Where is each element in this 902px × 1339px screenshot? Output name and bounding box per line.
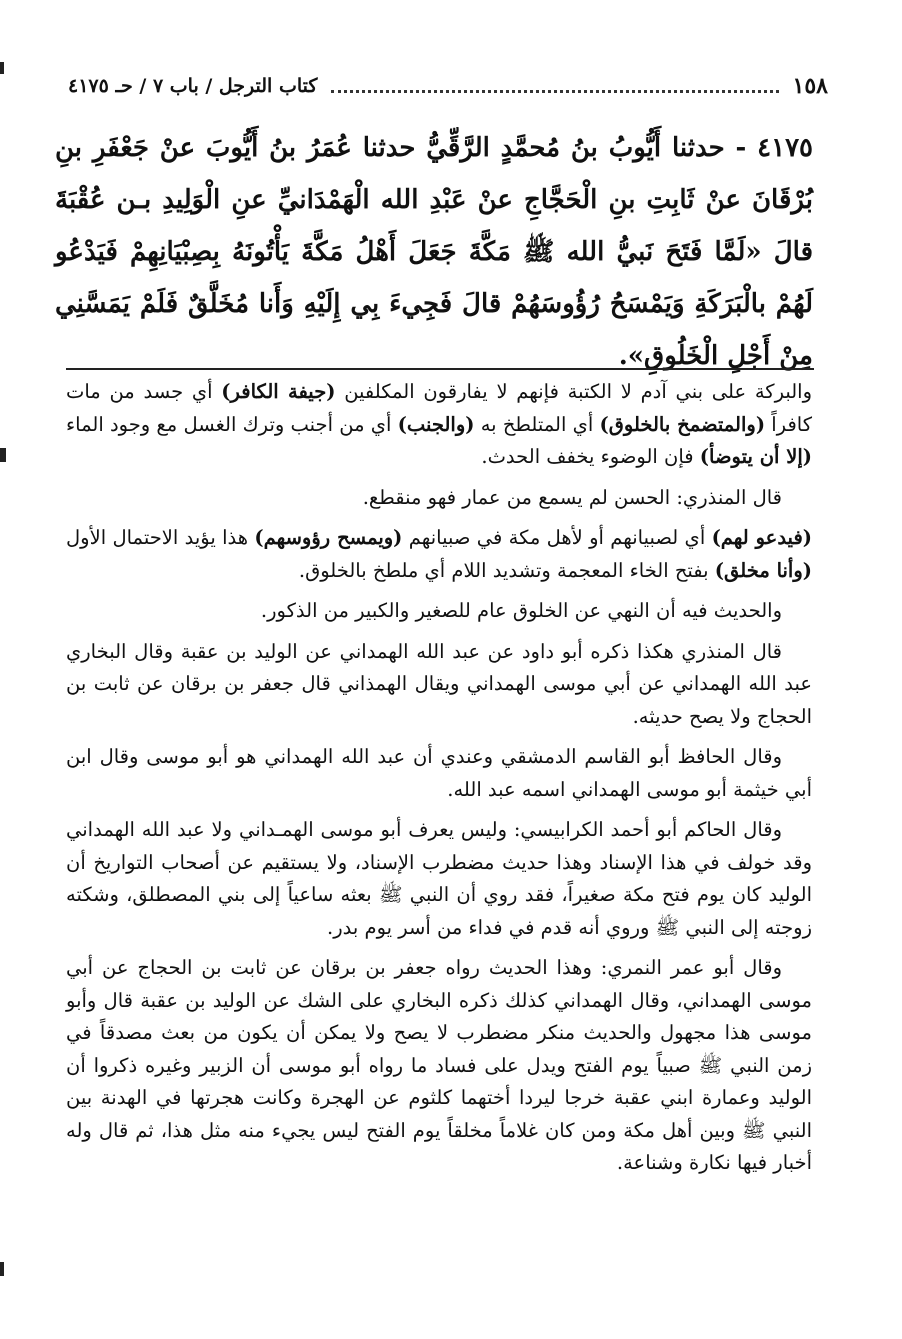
hadith-line-2: عنْ ثَابِتِ بنِ الْحَجَّاجِ عنْ عَبْدِ الله الْهَمْدَانيِّ عنِ الْوَلِيدِ بـن عُقْبَةَ قالَ «لَمَّا فَتَحَ نَبيُّ [55,185,813,267]
commentary-text: أي لصبيانهم أو لأهل مكة في صبيانهم [402,526,712,549]
hadith-number: ٤١٧٥ [757,133,813,163]
commentary-lemma: (فيدعو لهم) [711,526,812,549]
commentary-paragraph-6: وقال الحافظ أبو القاسم الدمشقي وعندي أن عبد الله الهمداني هو أبو موسى وقال ابن أبي خيثمة أبو موسى الهمداني اسمه عبد الله. [66,745,812,801]
edge-mark-left-top [0,62,4,74]
commentary-paragraph-2: قال المنذري: الحسن لم يسمع من عمار فهو منقطع. [362,485,782,509]
commentary-text: أي المتلطخ به [474,412,600,436]
commentary-lemma: (والجنب) [397,412,475,436]
edge-mark-left-mid [0,448,6,462]
commentary-lemma: (والمتضمخ بالخلوق) [599,412,766,436]
commentary-paragraph-4: والحديث فيه أن النهي عن الخلوق عام للصغير والكبير من الذكور. [260,599,782,622]
commentary-paragraph-1 [66,376,812,474]
page-number: ١٥٨ [792,73,828,99]
commentary-text: هذا يؤيد الاحتمال الأول [66,526,255,549]
hadith-text [55,122,813,382]
commentary-text: فإن الوضوء يخفف الحدث. [481,445,700,468]
commentary-lemma: (وأنا مخلق) [714,558,812,582]
commentary-text: بفتح الخاء المعجمة وتشديد اللام أي ملطخ بالخلوق. [298,558,715,582]
page-header [68,68,828,104]
running-title: كتاب الترجل / باب ٧ / حـ ٤١٧٥ [68,75,318,97]
commentary-paragraph-3 [66,522,812,587]
commentary-paragraph-7: وقال الحاكم أبو أحمد الكرابيسي: وليس يعرف أبو موسى الهمـداني ولا عبد الله الهمداني وقد خولف في هذا الإسناد وهذا حديث مضطرب الإسناد، ولا يستقيم عن أصحاب التواريخ أن الوليد كان يوم فتح مكة صغيراً، فقد روي أن النبي ﷺ بعثه ساعياً إلى بني المصطلق، وشكته زوجته إلى النبي ﷺ وروي أنه قدم في فداء من أسر يوم بدر. [66,818,812,939]
commentary-paragraph-5: قال المنذري هكذا ذكره أبو داود عن عبد الله الهمداني عن الوليد بن عقبة وقال البخاري عبد الله الهمداني عن أبي موسى الهمداني ويقال الهمذاني قال جعفر بن برقان عن ثابت بن الحجاج ولا يصح حديثه. [66,639,812,728]
commentary-paragraph-8: وقال أبو عمر النمري: وهذا الحديث رواه جعفر بن برقان عن ثابت بن الحجاج عن أبي موسى الهمداني، وقال الهمداني كذلك ذكره البخاري على الشك عن الوليد بن عقبة قال وأبو موسى هذا مجهول والحديث منكر مضطرب لا يصح ولا يمكن أن يكون من بعث مصدقاً في زمن النبي ﷺ صبياً يوم الفتح ويدل على فساد ما رواه أبو موسى أن الزبير وغيره ذكروا أن الوليد وعمارة ابني عقبة خرجا ليردا أختهما كلثوم عن الهجرة وكانت هجرتها في الهدنة بين النبي ﷺ وبين أهل مكة ومن كان غلاماً مخلقاً يوم الفتح ليس يجيء منه مثل هذا، ثم قال وله أخبار فيها نكارة وشناعة. [66,956,812,1174]
commentary [66,376,812,1188]
header-dot-leader [331,76,778,93]
footnote-separator [66,368,814,370]
edge-mark-left-bottom [0,1262,4,1276]
commentary-text: أي جسد من مات كافراً [66,380,812,436]
commentary-lemma: (إلا أن يتوضأ) [699,445,812,468]
commentary-lemma: (ويمسح رؤوسهم) [254,526,403,549]
hadith-line-3: الله ﷺ مَكَّةَ جَعَلَ أَهْلُ مَكَّةَ يَأْتُونَهُ بِصِبْيَانِهِمْ فَيَدْعُو لَهُمْ بالْبَرَكَةِ وَيَمْسَحُ [55,237,813,319]
commentary-text: والبركة على بني آدم لا الكتبة فإنهم لا يفارقون المكلفين [335,380,812,403]
commentary-text: أي من أجنب وترك الغسل مع وجود الماء [66,412,398,436]
commentary-lemma: (جيفة الكافر) [221,380,336,403]
hadith-line-4: رُؤُوسَهُمْ قالَ فَجِيءَ بِي إِلَيْهِ وَأَنا مُخَلَّقٌ فَلَمْ يَمَسَّنِي مِنْ أَجْلِ الْخَلُوقِ». [55,289,813,371]
hadith-line-1: - حدثنا أَيُّوبُ بنُ مُحمَّدٍ الرَّقِّيُّ حدثنا عُمَرُ بنُ أَيُّوبَ عنْ جَعْفَرِ بنِ بُرْقَانَ [55,133,813,215]
